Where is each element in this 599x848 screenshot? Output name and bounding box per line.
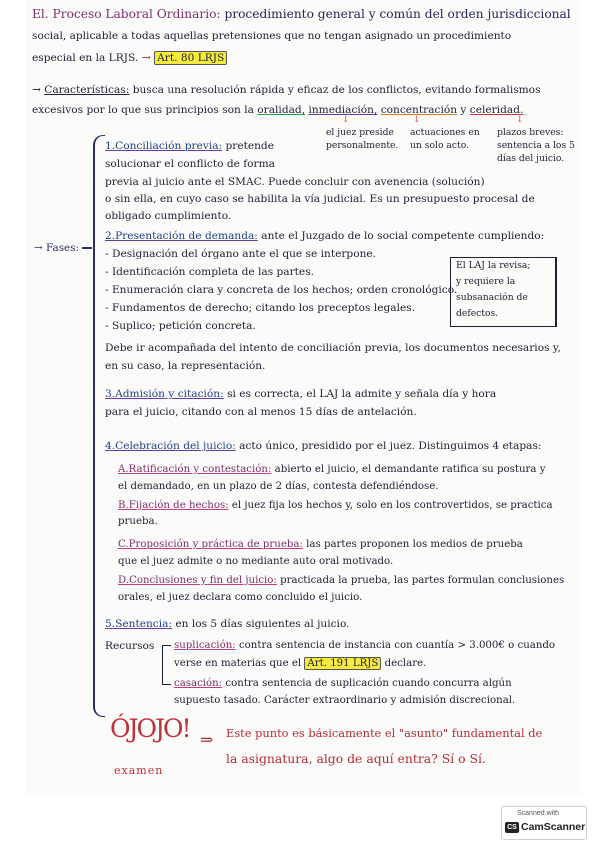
note-plazos: plazos breves: sentencia a los 5 días del juicio.: [497, 127, 575, 164]
s4d-line-1: [118, 575, 564, 586]
title-lead: El. Proceso Laboral Ordinario:: [32, 7, 221, 21]
s2-item: - Designación del órgano ante el que se interpone.: [105, 248, 377, 260]
features-line-1: → Características: busca una resolución rápida y eficaz de los conflictos, evitando formalismos: [32, 84, 541, 96]
s4c-heading: C.Proposición y práctica de prueba:: [118, 539, 303, 550]
camscanner-badge: [501, 806, 587, 840]
box-line: subsanación de: [456, 292, 528, 303]
recursos-label: Recursos: [105, 640, 155, 652]
arrow-right-icon: ⇒: [200, 730, 214, 749]
casacion-line-1: [174, 678, 512, 689]
s4a-heading: A.Ratificación y contestación:: [118, 464, 272, 475]
box-line: y requiere la: [456, 276, 516, 287]
principle-oralidad: oralidad,: [257, 104, 306, 116]
s4c-text-2: que el juez admite o no mediante auto oral motivado.: [118, 556, 394, 567]
s4b-line-1: [118, 500, 553, 511]
suplicacion-line-1: [174, 640, 555, 651]
intro-line-2-text: especial en la LRJS.: [32, 52, 139, 64]
footer-line-2: la asignatura, algo de aquí entra? Sí o Sí.: [226, 751, 486, 766]
badge-caption: Scanned with: [517, 810, 560, 817]
s4b-text-2: prueba.: [118, 516, 158, 527]
s3-text-2: para el juicio, citando con al menos 15 días de antelación.: [105, 406, 417, 418]
s1-text-4: o sin ella, en cuyo caso se habilita la vía judicial. Es un presupuesto procesal de: [105, 193, 535, 205]
examen-label: examen: [114, 764, 164, 777]
fases-label: → Fases:: [34, 242, 80, 254]
s4c-line-1: [118, 539, 523, 550]
s3-line-1: [105, 388, 496, 400]
title-rest: procedimiento general y común del orden jurisdiccional: [224, 7, 571, 21]
s4-line-1: [105, 440, 541, 452]
suplicacion-reference: Art. 191 LRJS: [304, 657, 381, 670]
suplicacion-line-2: [174, 658, 426, 669]
casacion-text-1: contra sentencia de suplicación cuando concurra algún: [225, 678, 512, 689]
arrow-down-icon: ↓: [413, 115, 421, 125]
s4b-heading: B.Fijación de hechos:: [118, 500, 229, 511]
badge-name: CamScanner: [521, 821, 586, 833]
s1-text-2: solucionar el conflicto de forma: [105, 158, 275, 170]
s2-item: - Fundamentos de derecho; citando los preceptos legales.: [105, 302, 416, 314]
s1-heading: 1.Conciliación previa:: [105, 140, 223, 152]
s2-heading: 2.Presentación de demanda:: [105, 230, 258, 242]
intro-line-1: social, aplicable a todas aquellas pretensiones que no tengan asignado un procedimiento: [32, 30, 512, 42]
s4-heading: 4.Celebración del juicio:: [105, 440, 236, 452]
s2-item: - Enumeración clara y concreta de los hechos; orden cronológico.: [105, 284, 458, 296]
s2-item: - Suplico; petición concreta.: [105, 320, 256, 332]
note-juez: el juez preside personalmente.: [326, 127, 399, 151]
suplicacion-text-3: declare.: [384, 658, 427, 669]
s2-line-1: [105, 230, 544, 242]
suplicacion-text-2: verse en materias que el: [174, 658, 302, 669]
recursos-brace: [162, 645, 171, 685]
intro-reference: Art. 80 LRJS: [154, 51, 227, 65]
ojo-faces-doodle: ÓJOJO!: [110, 714, 190, 743]
s2-tail-1: Debe ir acompañada del intento de conciliación previa, los documentos necesarios y,: [105, 342, 561, 354]
fases-brace: [93, 135, 105, 717]
intro-line-2: especial en la LRJS. → Art. 80 LRJS: [32, 51, 227, 64]
principle-concentracion: concentración: [380, 104, 458, 116]
s3-text-1: si es correcta, el LAJ la admite y señala día y hora: [227, 388, 497, 400]
s4c-text-1: las partes proponen los medios de prueba: [306, 539, 523, 550]
s1-line-1: [105, 140, 274, 152]
features-text-2: excesivos por lo que sus principios son la: [32, 104, 254, 116]
casacion-heading: casación:: [174, 678, 223, 689]
principle-celeridad: celeridad.: [469, 104, 524, 116]
features-line-2: [32, 104, 523, 116]
s4d-text-1: practicada la prueba, las partes formulan conclusiones: [280, 575, 565, 586]
footer-line-1: Este punto es básicamente el "asunto" fundamental de: [226, 726, 543, 740]
casacion-text-2: supuesto tasado. Carácter extraordinario y admisión discrecional.: [174, 695, 516, 706]
page-title: [32, 7, 571, 21]
s4d-heading: D.Conclusiones y fin del juicio:: [118, 575, 277, 586]
note-actuaciones: actuaciones en un solo acto.: [410, 127, 480, 151]
arrow-down-icon: ↓: [342, 115, 350, 125]
camscanner-logo-icon: CS: [505, 822, 519, 833]
box-line: defectos.: [456, 308, 499, 319]
s1-text-1: pretende: [225, 140, 274, 152]
suplicacion-heading: suplicación:: [174, 640, 236, 651]
s2-item: - Identificación completa de las partes.: [105, 266, 315, 278]
principle-inmediacion: inmediación,: [308, 104, 378, 116]
features-head: Características:: [44, 84, 130, 96]
arrow-down-icon: ↓: [516, 115, 524, 125]
suplicacion-text-1: contra sentencia de instancia con cuantía > 3.000€ o cuando: [238, 640, 556, 651]
features-text-1: busca una resolución rápida y eficaz de los conflictos, evitando formalismos: [132, 84, 541, 96]
box-line: El LAJ la revisa;: [456, 260, 531, 271]
s5-line-1: [105, 618, 350, 630]
s3-heading: 3.Admisión y citación:: [105, 388, 224, 400]
features-y: y: [460, 104, 467, 116]
s4a-text-1: abierto el juicio, el demandante ratifica su postura y: [274, 464, 546, 475]
s2-tail-2: en su caso, la representación.: [105, 360, 266, 372]
fases-brace-tip: [82, 247, 92, 249]
s4d-text-2: orales, el juez declara como concluido el juicio.: [118, 592, 363, 603]
s4-text-1: acto único, presidido por el juez. Distinguimos 4 etapas:: [239, 440, 542, 452]
s4a-text-2: el demandado, en un plazo de 2 días, contesta defendiéndose.: [118, 481, 439, 492]
s4b-text-1: el juez fija los hechos y, solo en los controvertidos, se practica: [231, 500, 553, 511]
s4a-line-1: [118, 464, 545, 475]
s5-text-1: en los 5 días siguientes al juicio.: [175, 618, 350, 630]
s1-text-3: previa al juicio ante el SMAC. Puede concluir con avenencia (solución): [105, 176, 485, 188]
s5-heading: 5.Sentencia:: [105, 618, 173, 630]
s1-text-5: obligado cumplimiento.: [105, 210, 232, 222]
s2-text-1: ante el Juzgado de lo social competente cumpliendo:: [261, 230, 545, 242]
